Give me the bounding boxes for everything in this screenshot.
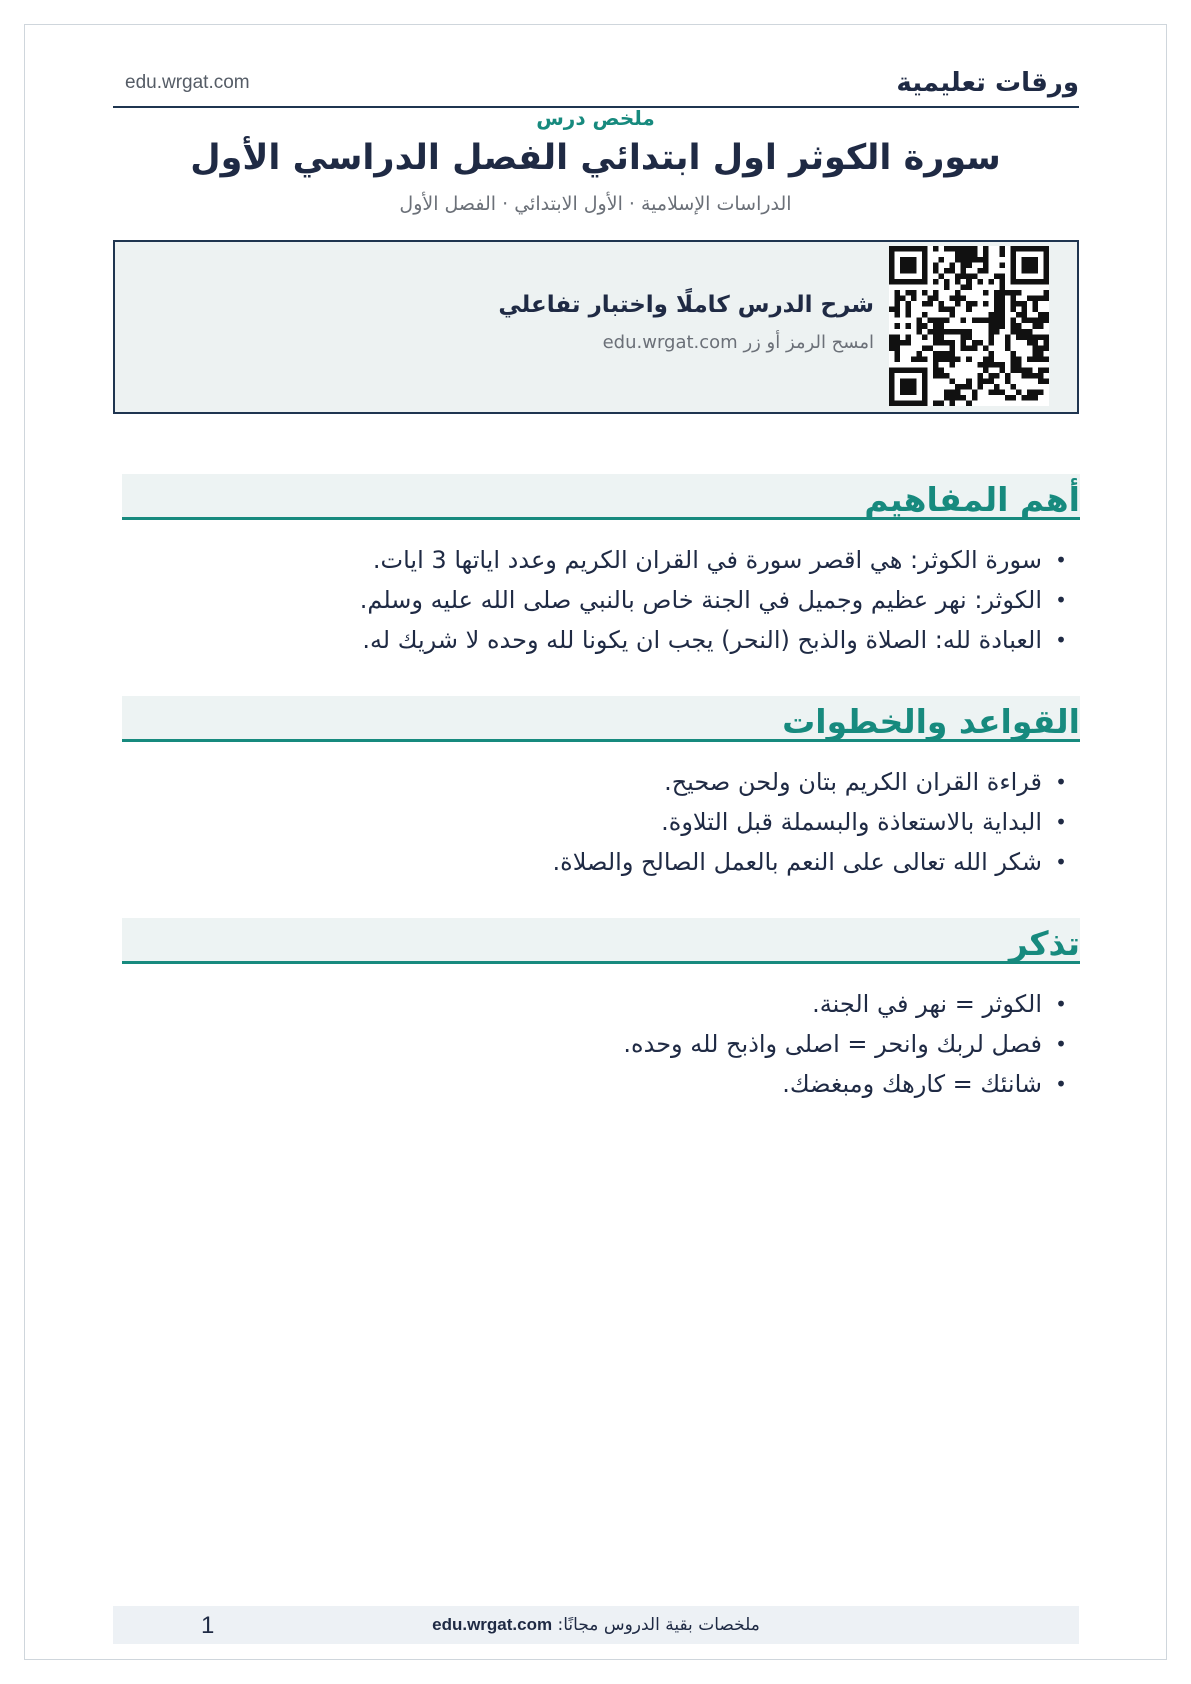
bullet-icon: • (1055, 1032, 1067, 1056)
rules-list (122, 762, 1080, 882)
footer-note (113, 1615, 1079, 1635)
lesson-subtitle: الدراسات الإسلامية · الأول الابتدائي · الفصل الأول (399, 193, 792, 215)
qr-modules (889, 246, 1049, 406)
page-footer (113, 1606, 1079, 1644)
qr-callout-subtitle: امسح الرمز أو زر edu.wrgat.com (602, 332, 874, 353)
section-heading-remember (122, 918, 1080, 964)
list-item: • فصل لربك وانحر = اصلى واذبح لله وحده. (122, 1024, 1080, 1064)
qr-callout-title: شرح الدرس كاملًا واختبار تفاعلي (498, 292, 874, 318)
bullet-icon: • (1055, 628, 1067, 652)
lesson-kicker: ملخص درس (536, 106, 655, 130)
list-item: • الكوثر: نهر عظيم وجميل في الجنة خاص بالنبي صلى الله عليه وسلم. (122, 580, 1080, 620)
bullet-icon: • (1055, 850, 1067, 874)
bullet-icon: • (1055, 810, 1067, 834)
page-number: 1 (201, 1612, 215, 1639)
section-heading-rules (122, 696, 1080, 742)
concepts-list (122, 540, 1080, 660)
list-item: • سورة الكوثر: هي اقصر سورة في القران الكريم وعدد اياتها 3 ايات. (122, 540, 1080, 580)
bullet-icon: • (1055, 1072, 1067, 1096)
list-item: • العبادة لله: الصلاة والذبح (النحر) يجب ان يكونا لله وحده لا شريك له. (122, 620, 1080, 660)
list-item: • شانئك = كارهك ومبغضك. (122, 1064, 1080, 1104)
section-heading-text: تذكر (1008, 924, 1080, 963)
brand-title: ورقات تعليمية (896, 68, 1079, 98)
footer-site-link[interactable]: edu.wrgat.com (432, 1615, 553, 1634)
footer-text: ملخصات بقية الدروس مجانًا: (557, 1615, 760, 1635)
section-heading-concepts (122, 474, 1080, 520)
qr-code-icon[interactable] (889, 246, 1049, 406)
section-heading-text: القواعد والخطوات (782, 702, 1080, 741)
site-link[interactable]: edu.wrgat.com (125, 72, 250, 93)
remember-list (122, 984, 1080, 1104)
section-heading-text: أهم المفاهيم (864, 480, 1080, 519)
list-item: • البداية بالاستعاذة والبسملة قبل التلاوة. (122, 802, 1080, 842)
page-title: سورة الكوثر اول ابتدائي الفصل الدراسي الأول (190, 138, 1001, 178)
bullet-icon: • (1055, 548, 1067, 572)
bullet-icon: • (1055, 992, 1067, 1016)
bullet-icon: • (1055, 588, 1067, 612)
list-item: • شكر الله تعالى على النعم بالعمل الصالح والصلاة. (122, 842, 1080, 882)
qr-callout (113, 240, 1079, 414)
bullet-icon: • (1055, 770, 1067, 794)
page-header (113, 62, 1079, 108)
list-item: • الكوثر = نهر في الجنة. (122, 984, 1080, 1024)
list-item: • قراءة القران الكريم بتان ولحن صحيح. (122, 762, 1080, 802)
